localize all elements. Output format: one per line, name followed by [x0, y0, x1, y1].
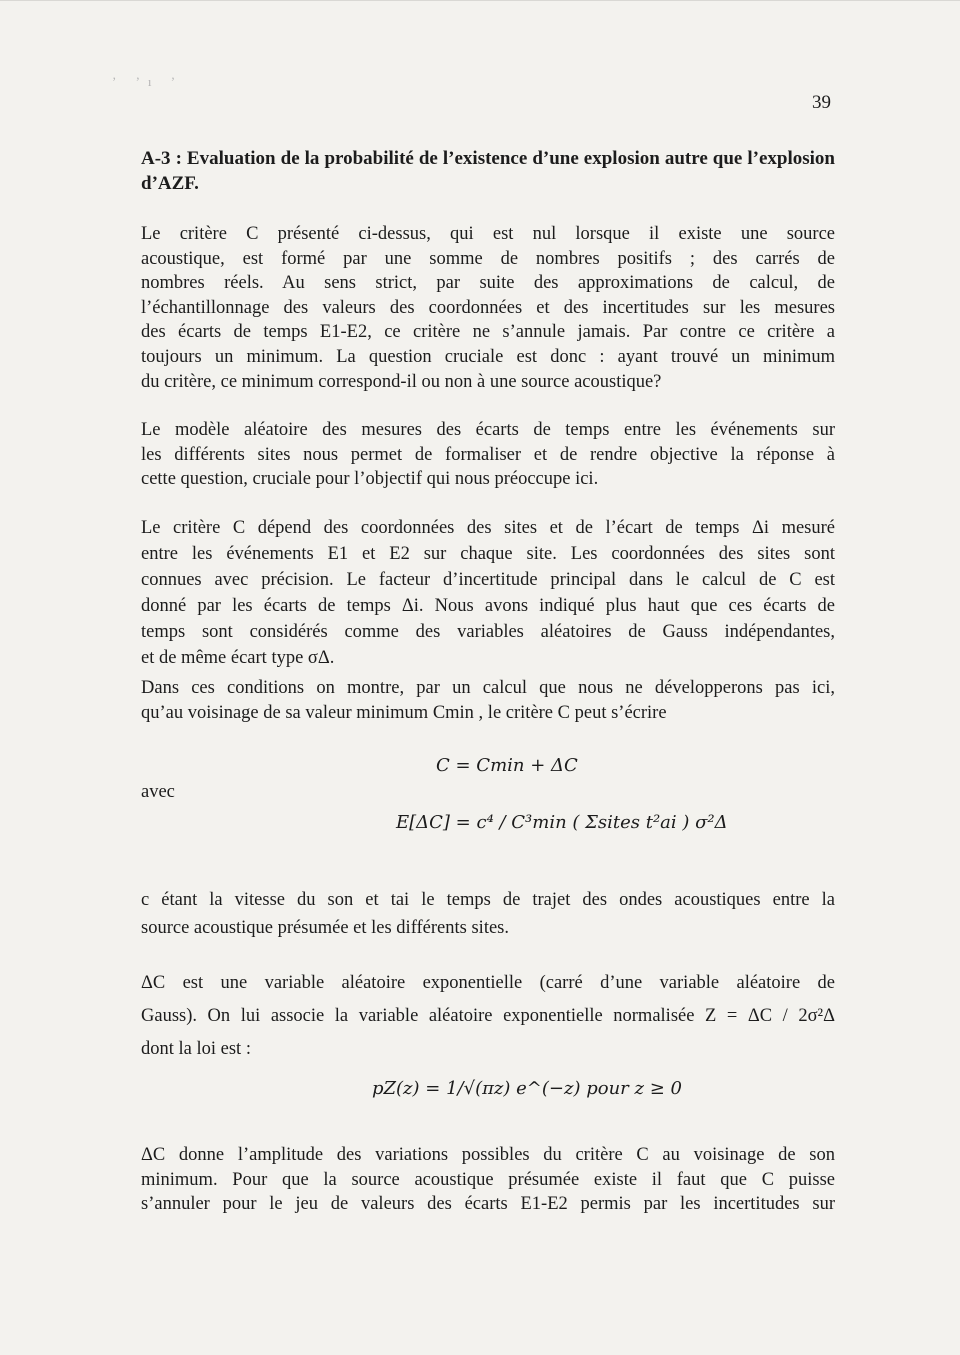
avec-label: avec — [141, 782, 175, 802]
paragraph-3-line: temps sont considérés comme des variables aléatoires de Gauss indépendantes, — [141, 622, 835, 642]
paragraph-6-line: Gauss). On lui associe la variable aléatoire exponentielle normalisée Z = ΔC / 2σ²Δ — [141, 1006, 835, 1026]
equation-density: pZ(z) = 1/√(πz) e^(−z) pour z ≥ 0 — [372, 1078, 682, 1099]
paragraph-6-line: ΔC est une variable aléatoire exponentielle (carré d’une variable aléatoire de — [141, 973, 835, 993]
paragraph-3-line: connues avec précision. Le facteur d’incertitude principal dans le calcul de C est — [141, 570, 835, 590]
page-edge — [0, 0, 960, 1]
paragraph-7-line: ΔC donne l’amplitude des variations possibles du critère C au voisinage de son — [141, 1145, 835, 1165]
paragraph-4-line: qu’au voisinage de sa valeur minimum Cmin , le critère C peut s’écrire — [141, 702, 667, 723]
paragraph-5-line: source acoustique présumée et les différents sites. — [141, 918, 509, 938]
paragraph-2-line: cette question, cruciale pour l’objectif qui nous préoccupe ici. — [141, 469, 599, 490]
paragraph-3-line: entre les événements E1 et E2 sur chaque site. Les coordonnées des sites sont — [141, 544, 835, 564]
paragraph-3-line: donné par les écarts de temps Δi. Nous avons indiqué plus haut que ces écarts de — [141, 596, 835, 616]
paragraph-1-line: du critère, ce minimum correspond-il ou non à une source acoustique? — [141, 371, 662, 392]
paragraph-7-line: s’annuler pour le jeu de valeurs des écarts E1-E2 permis par les incertitudes sur — [141, 1194, 835, 1215]
paragraph-3-line: Le critère C dépend des coordonnées des sites et de l’écart de temps Δi mesuré — [141, 518, 835, 538]
paragraph-5-line: c étant la vitesse du son et tai le temps de trajet des ondes acoustiques entre la — [141, 890, 835, 910]
page-number: 39 — [812, 92, 831, 113]
scan-mark: ʼ ʼı ʼ — [112, 74, 184, 89]
paragraph-4-line: Dans ces conditions on montre, par un calcul que nous ne développerons pas ici, — [141, 678, 835, 698]
paragraph-1-line: l’échantillonnage des valeurs des coordonnées et des incertitudes sur les mesures — [141, 297, 835, 318]
section-heading: A-3 : Evaluation de la probabilité de l’existence d’une explosion autre que l’explosion d’AZF. — [141, 148, 835, 194]
paragraph-1-line: des écarts de temps E1-E2, ce critère ne s’annule jamais. Par contre ce critère a — [141, 322, 835, 343]
paragraph-6 — [141, 967, 835, 1066]
equation-criterion: C = Cmin + ΔC — [436, 755, 578, 776]
paragraph-1 — [141, 222, 835, 394]
paragraph-1-line: Le critère C présenté ci-dessus, qui est nul lorsque il existe une source — [141, 224, 835, 244]
equation-expectation: E[ΔC] = c⁴ / C³min ( Σsites t²ai ) σ²Δ — [396, 812, 728, 833]
paragraph-2-line: Le modèle aléatoire des mesures des écarts de temps entre les événements sur — [141, 420, 835, 440]
paragraph-5 — [141, 886, 835, 942]
paragraph-7-line: minimum. Pour que la source acoustique présumée existe il faut que C puisse — [141, 1169, 835, 1190]
paragraph-3 — [141, 515, 835, 671]
paragraph-1-line: toujours un minimum. La question cruciale est donc : ayant trouvé un minimum — [141, 346, 835, 367]
paragraph-6-line: dont la loi est : — [141, 1039, 251, 1059]
paragraph-4 — [141, 676, 835, 725]
paragraph-2-line: les différents sites nous permet de formaliser et de rendre objective la réponse à — [141, 444, 835, 465]
paragraph-1-line: nombres réels. Au sens strict, par suite des approximations de calcul, de — [141, 273, 835, 294]
paragraph-7 — [141, 1143, 835, 1217]
paragraph-3-line: et de même écart type σΔ. — [141, 648, 335, 668]
paragraph-2 — [141, 418, 835, 492]
paragraph-1-line: acoustique, est formé par une somme de nombres positifs ; des carrés de — [141, 248, 835, 269]
